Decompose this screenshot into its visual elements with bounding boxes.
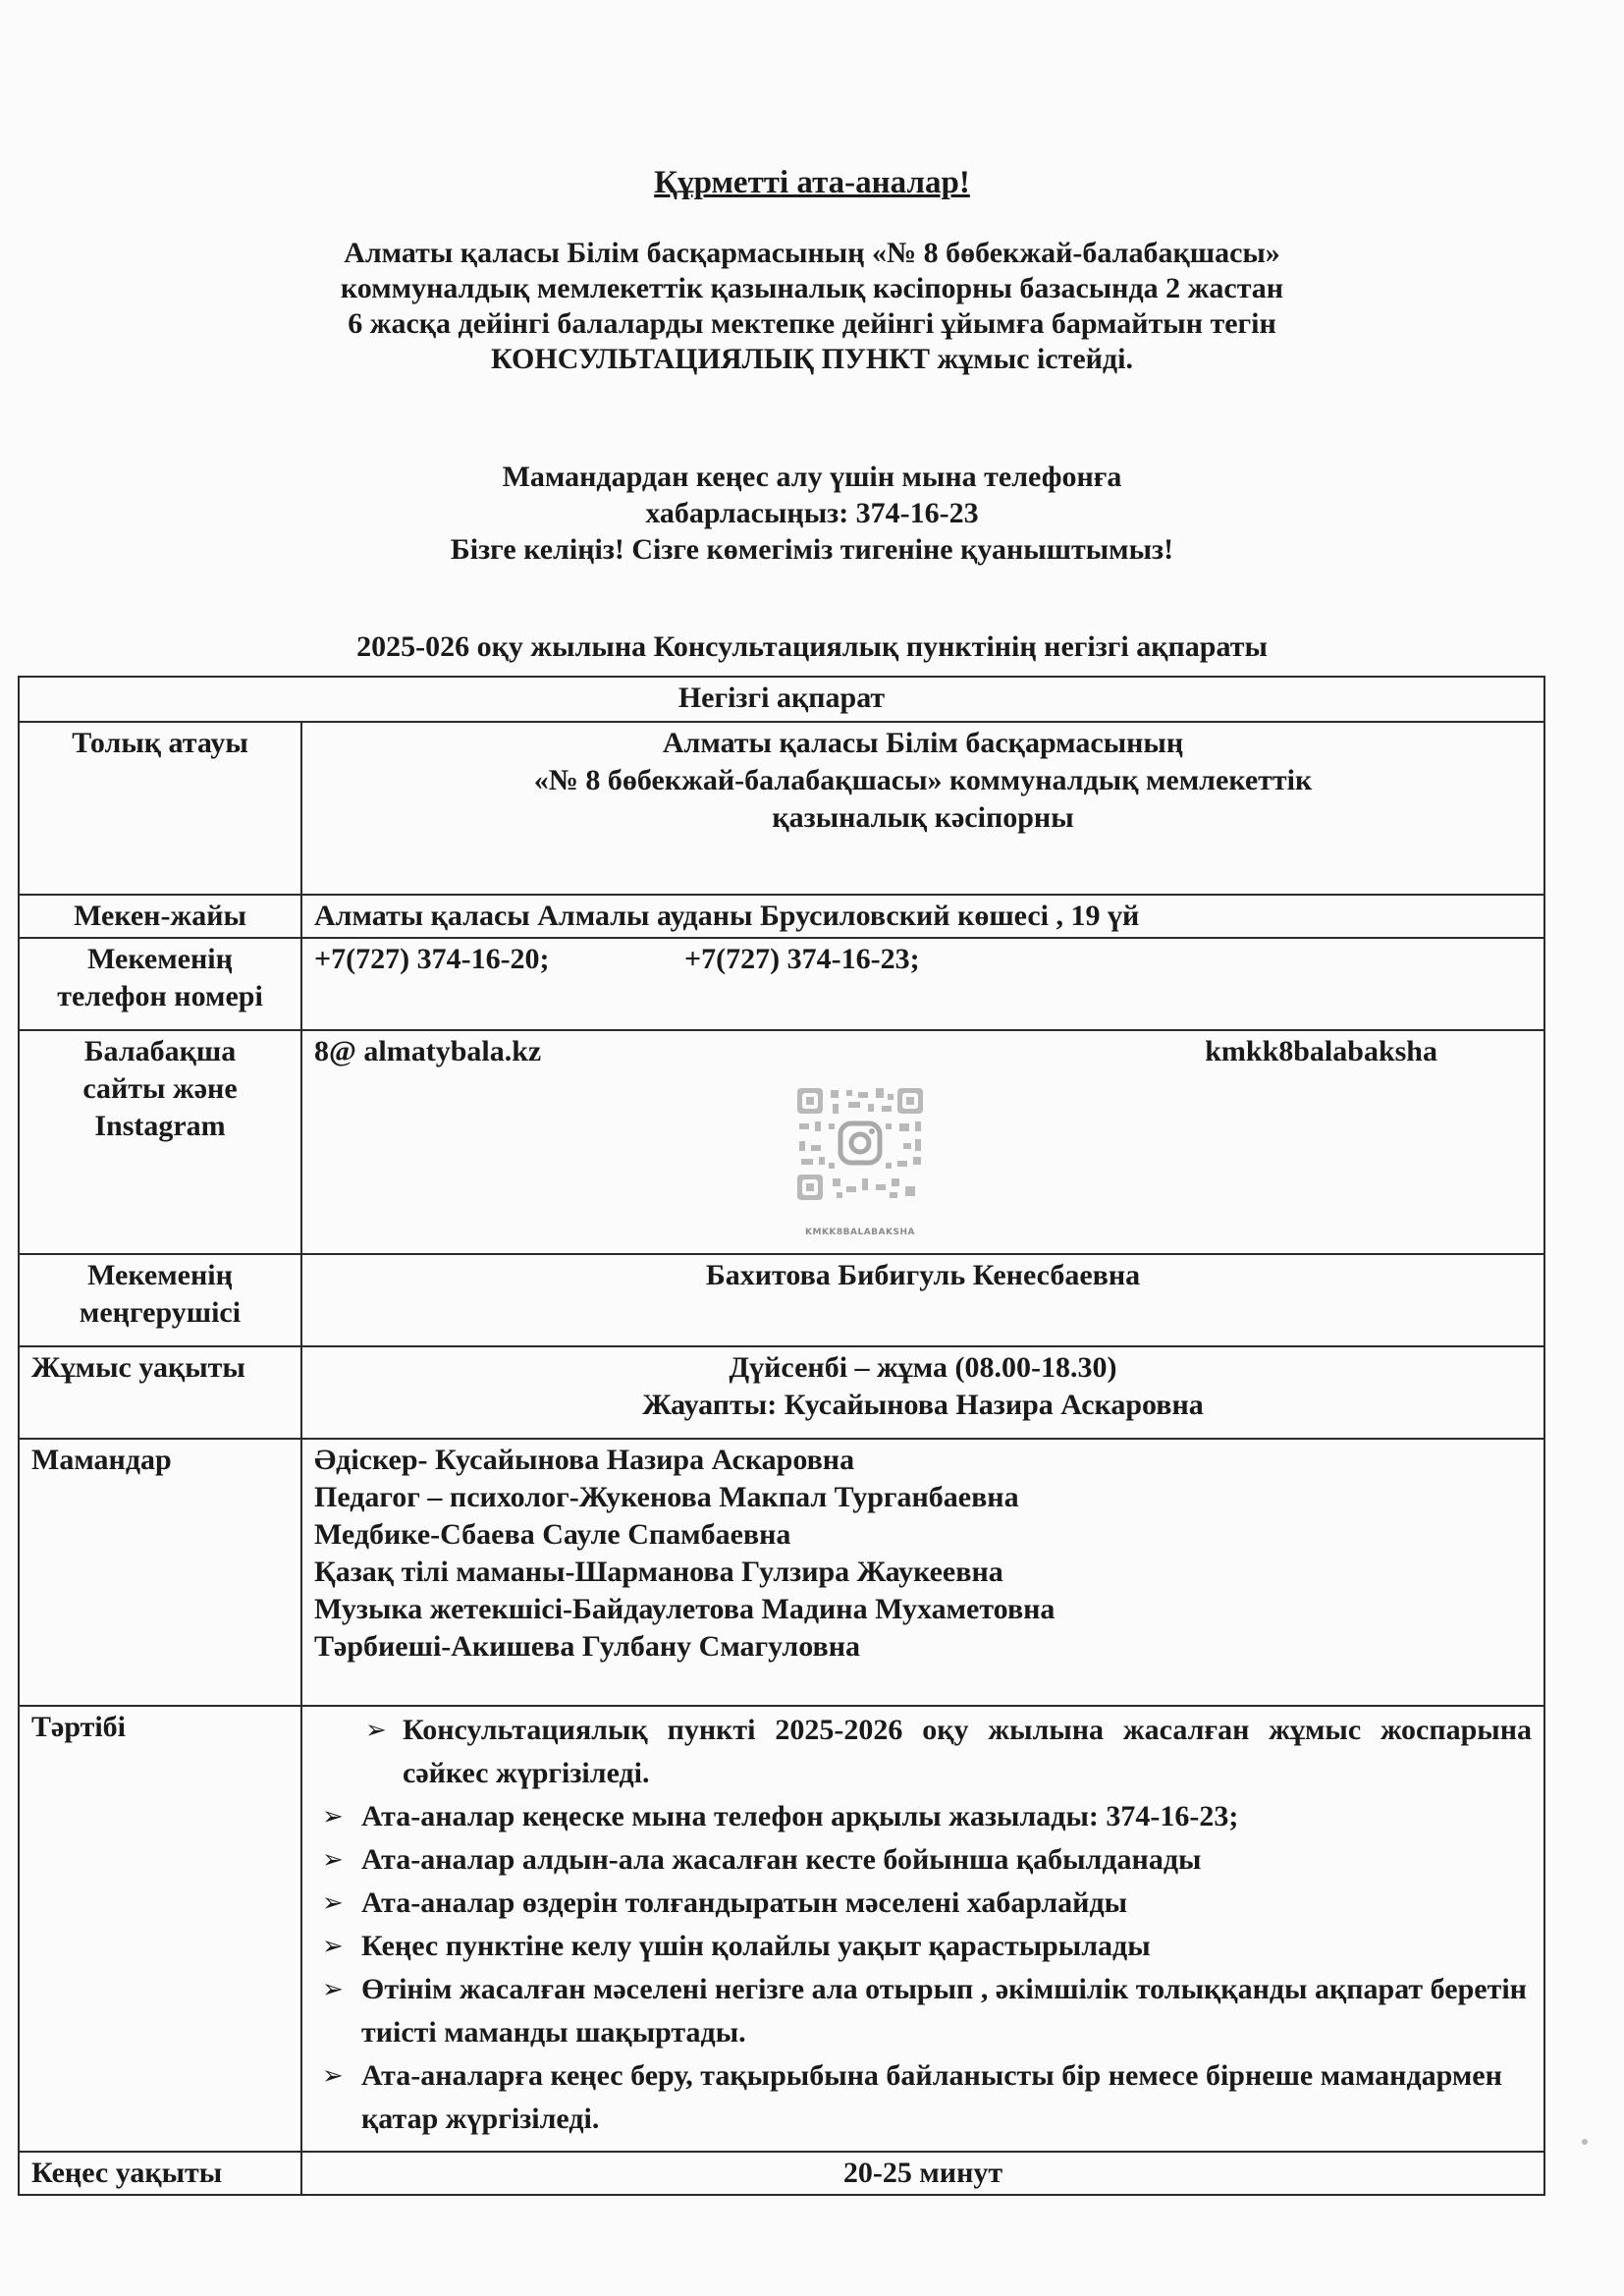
staff-member: Тәрбиеші-Акишева Гулбану Смагуловна <box>314 1630 860 1663</box>
qr-code-icon <box>793 1084 927 1204</box>
rules-list <box>314 1709 1532 2141</box>
arrow-bullet-icon: ➢ <box>322 1888 344 1918</box>
head-label-line: меңгерушісі <box>79 1296 242 1329</box>
address-label: Мекен-жайы <box>19 895 301 938</box>
full-name-value <box>301 722 1544 895</box>
arrow-bullet-icon: ➢ <box>322 2061 344 2091</box>
rules-item <box>314 1925 1532 1968</box>
rules-item-text: Ата-аналар өздерін толғандыратын мәселені хабарлайды <box>361 1886 1128 1919</box>
page-heading: Құрметті ата-аналар! <box>654 165 970 200</box>
staff-member: Музыка жетекшісі-Байдаулетова Мадина Мухаметовна <box>314 1593 1056 1625</box>
rules-label: Тәртібі <box>19 1706 301 2152</box>
info-table <box>18 676 1545 2196</box>
instagram-handle[interactable]: kmkk8balabaksha <box>1205 1035 1437 1067</box>
head-label <box>19 1254 301 1346</box>
intro-line: коммуналдық мемлекеттік қазыналық кәсіпорны базасында 2 жастан <box>340 272 1284 304</box>
table-row-address <box>19 895 1544 938</box>
staff-member: Педагог – психолог-Жукенова Макпал Турганбаевна <box>314 1481 1019 1513</box>
arrow-bullet-icon: ➢ <box>322 1932 344 1961</box>
table-row-staff <box>19 1439 1544 1706</box>
phone-value <box>301 938 1544 1030</box>
site-label-line: Балабақша <box>83 1035 237 1067</box>
rules-item <box>314 1795 1532 1838</box>
rules-item-text: Ата-аналарға кеңес беру, тақырыбына байланысты бір немесе бірнеше мамандармен қатар жүргізіледі. <box>361 2059 1502 2135</box>
arrow-bullet-icon: ➢ <box>322 1845 344 1875</box>
table-header: Негізгі ақпарат <box>19 677 1544 722</box>
table-row-phone <box>19 938 1544 1030</box>
table-row-head <box>19 1254 1544 1346</box>
full-name-label: Толық атауы <box>19 722 301 895</box>
staff-label: Мамандар <box>19 1439 301 1706</box>
qr-caption: KMKK8BALABAKSHA <box>805 1228 915 1237</box>
hours-value <box>301 1346 1544 1439</box>
full-name-line: «№ 8 бөбекжай-балабақшасы» коммуналдық мемлекеттік <box>533 764 1313 796</box>
site-label-line: Instagram <box>94 1110 226 1142</box>
table-header-row <box>19 677 1544 722</box>
table-row-site <box>19 1030 1544 1254</box>
site-email[interactable]: 8@ almatybala.kz <box>314 1035 542 1067</box>
site-value <box>301 1030 1544 1254</box>
table-row-rules <box>19 1706 1544 2152</box>
phone-label-line: телефон номері <box>57 980 263 1012</box>
rules-item-text: Консультациялық пункті 2025-2026 оқу жылына жасалған жұмыс жоспарына сәйкес жүргізіледі. <box>403 1714 1532 1789</box>
table-row-full-name <box>19 722 1544 895</box>
arrow-bullet-icon: ➢ <box>322 1975 344 2004</box>
intro-line: КОНСУЛЬТАЦИЯЛЫҚ ПУНКТ жұмыс істейді. <box>491 343 1133 375</box>
intro-line: 6 жасқа дейінгі балаларды мектепке дейінгі ұйымға бармайтын тегін <box>348 307 1276 340</box>
rules-item-text: Ата-аналар кеңеске мына телефон арқылы жазылады: 374-16-23; <box>361 1800 1239 1832</box>
rules-item-text: Кеңес пунктіне келу үшін қолайлы уақыт қарастырылады <box>361 1930 1151 1962</box>
staff-member: Әдіскер- Кусайынова Назира Аскаровна <box>314 1444 855 1476</box>
full-name-line: Алматы қаласы Білім басқармасының <box>662 727 1184 759</box>
scan-speck <box>1582 2139 1588 2145</box>
hours-label: Жұмыс уақыты <box>19 1346 301 1439</box>
table-caption: 2025-026 оқу жылына Консультациялық пунктінің негізгі ақпараты <box>356 630 1268 663</box>
contact-line: Мамандардан кеңес алу үшін мына телефонға <box>502 461 1122 493</box>
duration-value: 20-25 минут <box>301 2152 1544 2195</box>
head-value: Бахитова Бибигуль Кенесбаевна <box>301 1254 1544 1346</box>
site-line <box>314 1033 1532 1070</box>
phone-label-line: Мекеменің <box>87 943 233 975</box>
staff-member: Медбике-Сбаева Сауле Спамбаевна <box>314 1518 791 1551</box>
arrow-bullet-icon: ➢ <box>322 1802 344 1831</box>
hours-responsible: Жауапты: Кусайынова Назира Аскаровна <box>642 1389 1204 1421</box>
rules-item <box>314 1838 1532 1882</box>
staff-value <box>301 1439 1544 1706</box>
table-row-duration <box>19 2152 1544 2195</box>
phone-number-2[interactable]: +7(727) 374-16-23; <box>684 943 920 975</box>
rules-item-text: Ата-аналар алдын-ала жасалған кесте бойынша қабылданады <box>361 1843 1202 1876</box>
site-label <box>19 1030 301 1254</box>
rules-item <box>314 1709 1532 1795</box>
full-name-line: қазыналық кәсіпорны <box>772 801 1074 834</box>
rules-item-text: Өтінім жасалған мәселені негізге ала отырып , әкімшілік толыққанды ақпарат беретін тиісті маманды шақыртады. <box>361 1973 1527 2049</box>
rules-item <box>314 1968 1532 2054</box>
intro-paragraph <box>0 236 1624 377</box>
table-row-hours <box>19 1346 1544 1439</box>
contact-line: Бізге келіңіз! Сізге көмегіміз тигеніне қуаныштымыз! <box>450 533 1174 566</box>
duration-label: Кеңес уақыты <box>19 2152 301 2195</box>
phone-number-1[interactable]: +7(727) 374-16-20; <box>314 943 550 975</box>
qr-code[interactable] <box>793 1084 927 1251</box>
site-label-line: сайты және <box>82 1072 238 1105</box>
rules-item <box>314 1882 1532 1925</box>
phone-label <box>19 938 301 1030</box>
hours-schedule: Дүйсенбі – жұма (08.00-18.30) <box>729 1351 1117 1384</box>
intro-line: Алматы қаласы Білім басқармасының «№ 8 бөбекжай-балабақшасы» <box>344 237 1280 269</box>
contact-paragraph <box>0 459 1624 568</box>
arrow-bullet-icon: ➢ <box>365 1716 387 1745</box>
rules-item <box>314 2054 1532 2141</box>
staff-member: Қазақ тілі маманы-Шарманова Гулзира Жаукеевна <box>314 1556 1003 1588</box>
rules-value <box>301 1706 1544 2152</box>
contact-line: хабарласыңыз: 374-16-23 <box>645 497 979 529</box>
address-value: Алматы қаласы Алмалы ауданы Брусиловский көшесі , 19 үй <box>301 895 1544 938</box>
head-label-line: Мекеменің <box>87 1259 233 1291</box>
